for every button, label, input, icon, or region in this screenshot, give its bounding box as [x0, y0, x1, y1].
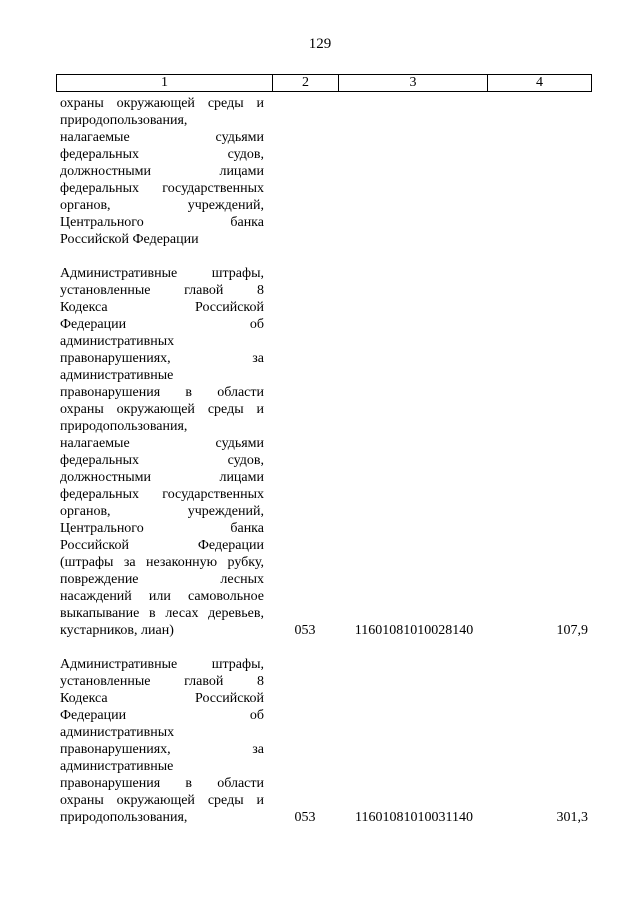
row-kbk: 11601081010031140 — [355, 810, 473, 825]
description-line: природопользования, — [60, 810, 188, 825]
description-line: налагаемые судьями — [60, 436, 264, 451]
description-line: охраны окружающей среды и — [60, 96, 264, 111]
description-line: административных — [60, 725, 175, 740]
description-line: природопользования, — [60, 419, 188, 434]
description-line: насаждений или самовольное — [60, 589, 264, 604]
description-line: административных — [60, 334, 175, 349]
description-line: Центрального банка — [60, 521, 264, 536]
description-line: выкапывание в лесах деревьев, — [60, 606, 264, 621]
description-line: Федерации об — [60, 708, 264, 723]
description-line: кустарников, лиан) — [60, 623, 174, 638]
description-line: (штрафы за незаконную рубку, — [60, 555, 264, 570]
header-col-2: 2 — [273, 75, 339, 91]
description-line: Федерации об — [60, 317, 264, 332]
description-line: Кодекса Российской — [60, 691, 264, 706]
description-line: Российской Федерации — [60, 538, 264, 553]
table-body — [60, 95, 592, 826]
row-code: 053 — [294, 623, 316, 638]
table-header — [56, 74, 592, 92]
description-line: должностными лицами — [60, 470, 264, 485]
row-description — [60, 95, 264, 248]
page-number: 129 — [308, 36, 332, 52]
description-line: должностными лицами — [60, 164, 264, 179]
description-line: правонарушения в области — [60, 385, 264, 400]
table-row — [60, 656, 592, 826]
row-amount: 107,9 — [556, 623, 588, 638]
row-description — [60, 656, 264, 826]
description-line: охраны окружающей среды и — [60, 793, 264, 808]
header-col-1: 1 — [57, 75, 273, 91]
description-line: органов, учреждений, — [60, 198, 264, 213]
description-line: федеральных судов, — [60, 453, 264, 468]
description-line: Кодекса Российской — [60, 300, 264, 315]
description-line: федеральных судов, — [60, 147, 264, 162]
table-row — [60, 265, 592, 639]
description-line: установленные главой 8 — [60, 674, 264, 689]
description-line: повреждение лесных — [60, 572, 264, 587]
description-line: административные — [60, 759, 174, 774]
description-line: правонарушениях, за — [60, 351, 264, 366]
description-line: федеральных государственных — [60, 487, 264, 502]
description-line: охраны окружающей среды и — [60, 402, 264, 417]
description-line: установленные главой 8 — [60, 283, 264, 298]
row-amount: 301,3 — [556, 810, 588, 825]
description-line: правонарушениях, за — [60, 742, 264, 757]
description-line: Центрального банка — [60, 215, 264, 230]
description-line: налагаемые судьями — [60, 130, 264, 145]
description-line: Российской Федерации — [60, 232, 199, 247]
header-col-3: 3 — [339, 75, 488, 91]
description-line: Административные штрафы, — [60, 266, 264, 281]
table-row — [60, 95, 592, 248]
description-line: федеральных государственных — [60, 181, 264, 196]
description-line: природопользования, — [60, 113, 188, 128]
row-description — [60, 265, 264, 639]
description-line: административные — [60, 368, 174, 383]
header-col-4: 4 — [536, 75, 543, 90]
description-line: органов, учреждений, — [60, 504, 264, 519]
row-gap — [60, 639, 592, 656]
row-code: 053 — [294, 810, 316, 825]
row-kbk: 11601081010028140 — [354, 623, 474, 638]
row-gap — [60, 248, 592, 265]
description-line: правонарушения в области — [60, 776, 264, 791]
description-line: Административные штрафы, — [60, 657, 264, 672]
